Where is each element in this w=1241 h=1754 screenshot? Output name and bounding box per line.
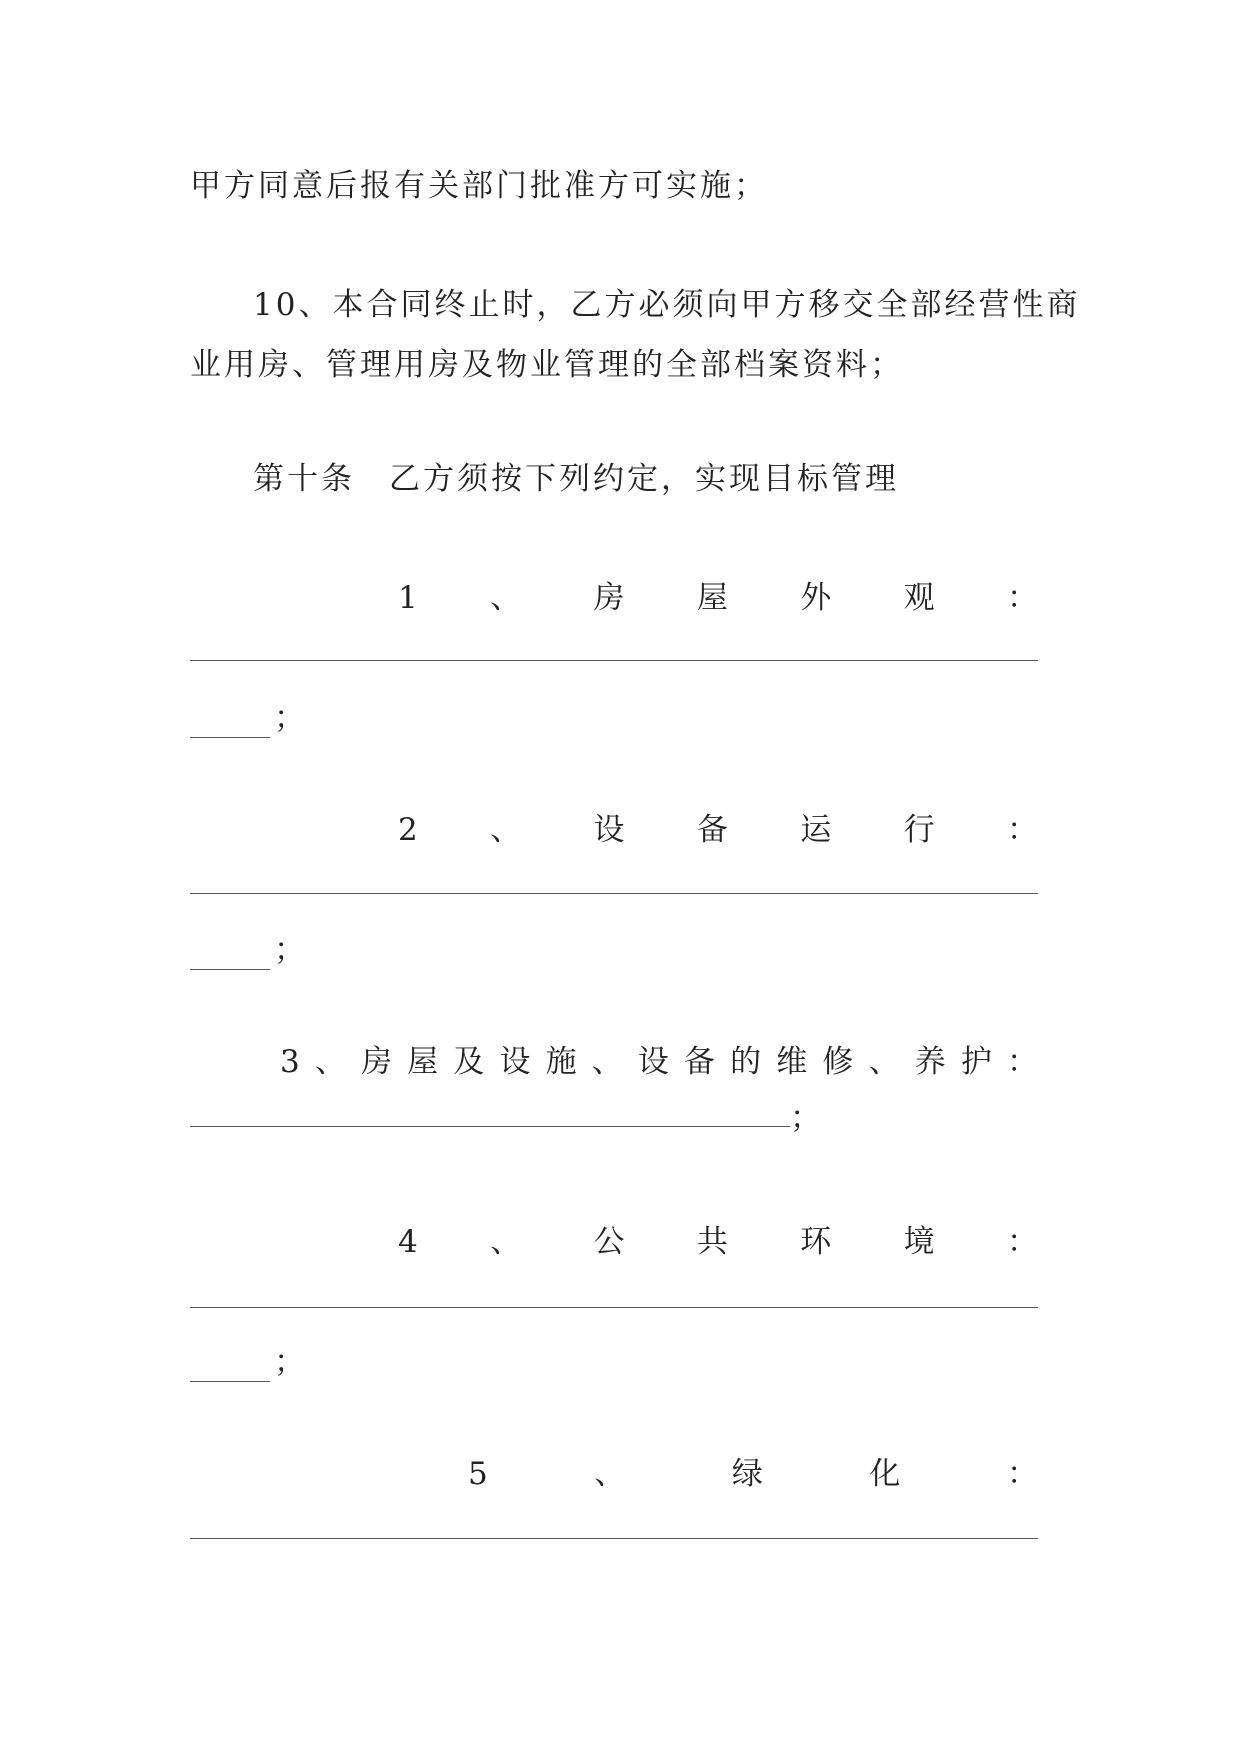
paragraph-text: 甲方同意后报有关部门批准方可实施； bbox=[190, 168, 768, 204]
item-separator: 、 bbox=[314, 1044, 346, 1080]
fill-in-tail bbox=[190, 930, 305, 970]
item-colon: ： bbox=[1006, 812, 1038, 848]
paragraph-text: 业用房、管理用房及物业管理的全部档案资料； bbox=[190, 347, 904, 383]
fill-in-tail bbox=[190, 698, 305, 738]
item-char: 设 bbox=[499, 1044, 531, 1080]
item-char: 备 bbox=[696, 812, 728, 848]
item-end: ； bbox=[790, 1100, 821, 1136]
item-char: 维 bbox=[776, 1044, 808, 1080]
item-char: 及 bbox=[453, 1044, 485, 1080]
item-char: 、 bbox=[591, 1044, 623, 1080]
item-char: 行 bbox=[903, 812, 935, 848]
fill-in-blank bbox=[190, 1353, 270, 1382]
fill-in-blank bbox=[190, 941, 270, 970]
item-char: 设 bbox=[593, 812, 625, 848]
item-char: 的 bbox=[730, 1044, 762, 1080]
item-char: 护 bbox=[960, 1044, 992, 1080]
item-char: 、 bbox=[868, 1044, 900, 1080]
item-separator: 、 bbox=[490, 1224, 522, 1260]
article-heading: 第十条 乙方须按下列约定，实现目标管理 bbox=[253, 461, 899, 497]
item-char: 房 bbox=[361, 1044, 393, 1080]
item-number: 5 bbox=[468, 1456, 488, 1492]
item-5-label bbox=[468, 1454, 1038, 1494]
item-char: 观 bbox=[903, 580, 935, 616]
item-colon: ： bbox=[1006, 580, 1038, 616]
item-2-label bbox=[398, 810, 1038, 850]
item-char: 公 bbox=[593, 1224, 625, 1260]
item-char: 外 bbox=[800, 580, 832, 616]
item-3-label bbox=[280, 1042, 1038, 1082]
item-colon: ： bbox=[1006, 1224, 1038, 1260]
item-char: 房 bbox=[593, 580, 625, 616]
item-number: 2 bbox=[398, 812, 418, 848]
item-char: 修 bbox=[822, 1044, 854, 1080]
item-char: 运 bbox=[800, 812, 832, 848]
item-char: 屋 bbox=[696, 580, 728, 616]
item-char: 共 bbox=[696, 1224, 728, 1260]
fill-in-line bbox=[190, 1307, 1038, 1308]
item-char: 施 bbox=[545, 1044, 577, 1080]
item-end: ； bbox=[274, 1344, 305, 1380]
fill-in-tail bbox=[790, 1098, 821, 1138]
fill-in-line bbox=[190, 660, 1038, 661]
item-char: 屋 bbox=[407, 1044, 439, 1080]
item-char: 备 bbox=[684, 1044, 715, 1080]
fill-in-line bbox=[190, 1126, 790, 1127]
item-end: ； bbox=[274, 932, 305, 968]
paragraph-text: 10、本合同终止时，乙方必须向甲方移交全部经营性商 bbox=[253, 287, 1081, 323]
item-colon: ： bbox=[1006, 1456, 1038, 1492]
fill-in-tail bbox=[190, 1342, 305, 1382]
item-char: 养 bbox=[914, 1044, 946, 1080]
item-char: 环 bbox=[800, 1224, 832, 1260]
item-separator: 、 bbox=[594, 1456, 626, 1492]
item-char: 绿 bbox=[731, 1456, 763, 1492]
fill-in-line bbox=[190, 1538, 1038, 1539]
item-number: 3 bbox=[280, 1044, 300, 1080]
item-separator: 、 bbox=[490, 812, 522, 848]
item-1-label bbox=[398, 578, 1038, 618]
item-number: 1 bbox=[398, 580, 418, 616]
fill-in-blank bbox=[190, 709, 270, 738]
item-4-label bbox=[398, 1222, 1038, 1262]
item-number: 4 bbox=[398, 1224, 418, 1260]
item-char: 境 bbox=[903, 1224, 935, 1260]
item-char: 化 bbox=[869, 1456, 901, 1492]
fill-in-line bbox=[190, 893, 1038, 894]
item-char: 设 bbox=[637, 1044, 669, 1080]
item-separator: 、 bbox=[490, 580, 522, 616]
item-end: ； bbox=[274, 700, 305, 736]
item-colon: ： bbox=[1006, 1044, 1038, 1080]
